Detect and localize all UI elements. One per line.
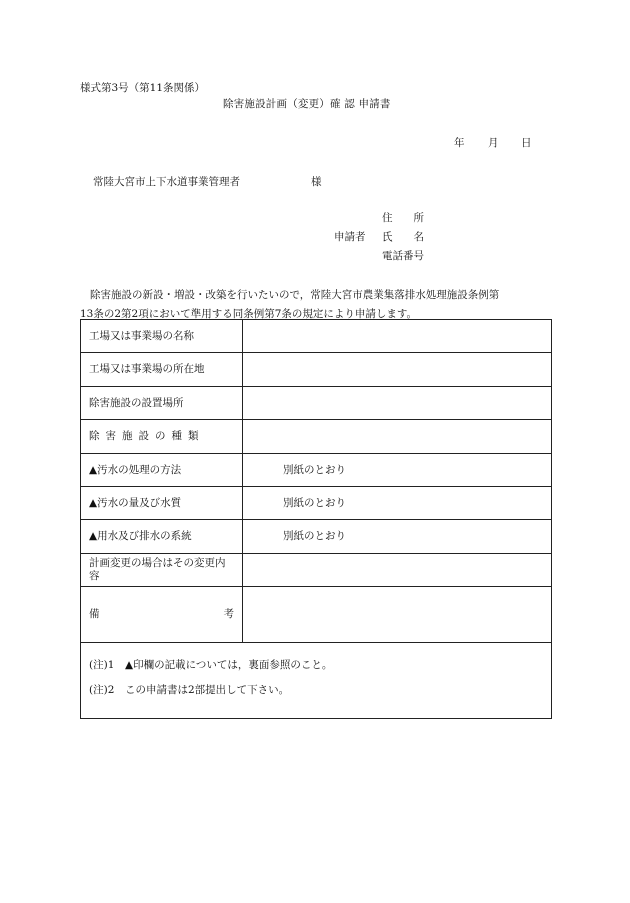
date-month-label: 月 (488, 137, 499, 149)
note-1-prefix: (注)1 (89, 659, 115, 671)
note-2-text: この申請書は2部提出して下さい。 (125, 683, 290, 696)
row-label-change-details: 計画変更の場合はその変更内容 (81, 554, 243, 587)
row-value-facility-site[interactable] (243, 387, 552, 420)
remarks-label-left: 備 (89, 608, 100, 621)
notes-row (81, 643, 552, 719)
note-1 (89, 659, 543, 672)
table-row (81, 554, 552, 587)
statement-line-2: 13条の2第2項において準用する同条例第7条の規定により申請します。 (80, 308, 418, 320)
applicant-label: 申請者 (334, 231, 366, 243)
table-row (81, 387, 552, 420)
row-label-facility-site: 除害施設の設置場所 (81, 387, 243, 420)
addressee-honorific: 様 (311, 176, 322, 188)
row-label-facility-type: 除害施設の種類 (81, 420, 243, 454)
form-number: 様式第3号（第11条関係） (80, 82, 206, 94)
statement-line-1: 除害施設の新設・増設・改築を行いたいので，常陸大宮市農業集落排水処理施設条例第 (90, 289, 500, 301)
table-row (81, 420, 552, 454)
date-day-label: 日 (521, 137, 532, 149)
row-label-factory-name: 工場又は事業場の名称 (81, 320, 243, 353)
remarks-label-right: 考 (223, 608, 234, 621)
note-1-text: ▲印欄の記載については，裏面参照のこと。 (125, 659, 333, 671)
row-label-water-system: ▲用水及び排水の系統 (81, 520, 243, 554)
table-row (81, 520, 552, 554)
applicant-name-label: 氏 名 (382, 231, 424, 243)
applicant-phone-label: 電話番号 (382, 250, 424, 262)
row-value-water-quality: 別紙のとおり (243, 487, 552, 520)
row-value-change-details[interactable] (243, 554, 552, 587)
notes-cell (81, 643, 552, 719)
row-value-factory-name[interactable] (243, 320, 552, 353)
row-label-remarks (81, 587, 243, 643)
date-year-label: 年 (454, 137, 465, 149)
form-title: 除害施設計画（変更）確 認 申請書 (223, 98, 391, 110)
application-table (80, 319, 552, 719)
table-row (81, 487, 552, 520)
row-label-water-quality: ▲汚水の量及び水質 (81, 487, 243, 520)
table-row (81, 320, 552, 353)
triangle-mark: ▲ (89, 463, 98, 476)
row-value-treatment-method: 別紙のとおり (243, 454, 552, 487)
row-value-remarks[interactable] (243, 587, 552, 643)
row-value-facility-type[interactable] (243, 420, 552, 454)
applicant-address-label: 住 所 (382, 212, 424, 224)
note-2 (89, 684, 543, 697)
table-row (81, 353, 552, 387)
table-row (81, 454, 552, 487)
addressee-name: 常陸大宮市上下水道事業管理者 (93, 176, 240, 188)
row-label-factory-location: 工場又は事業場の所在地 (81, 353, 243, 387)
note-2-prefix: (注)2 (89, 683, 115, 696)
triangle-mark: ▲ (89, 496, 98, 509)
triangle-mark: ▲ (89, 530, 98, 543)
table-row (81, 587, 552, 643)
row-value-factory-location[interactable] (243, 353, 552, 387)
row-label-treatment-method: ▲汚水の処理の方法 (81, 454, 243, 487)
row-value-water-system: 別紙のとおり (243, 520, 552, 554)
